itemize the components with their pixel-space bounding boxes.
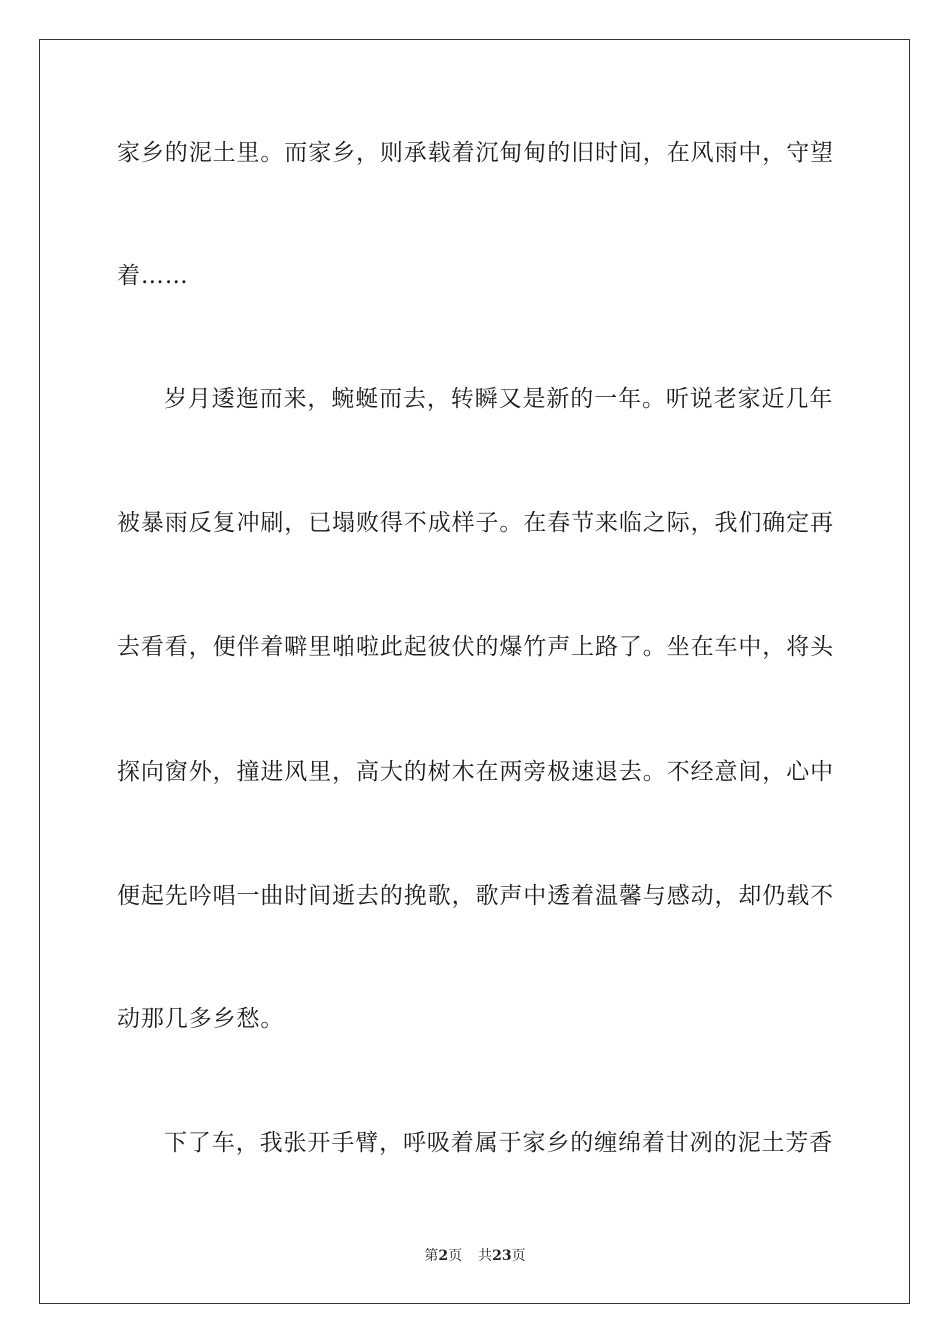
- text-line-7: 便起先吟唱一曲时间逝去的挽歌，歌声中透着温馨与感动，却仍载不: [117, 883, 834, 909]
- page-number: 2: [438, 1248, 449, 1264]
- page-footer: [0, 1247, 950, 1265]
- text-line-1: 家乡的泥土里。而家乡，则承载着沉甸甸的旧时间，在风雨中，守望: [117, 140, 834, 166]
- total-label-suffix: 页: [511, 1248, 526, 1264]
- text-line-8: 动那几多乡愁。: [117, 1006, 285, 1032]
- text-line-6: 探向窗外，撞进风里，高大的树木在两旁极速退去。不经意间，心中: [117, 759, 834, 785]
- text-line-9: 下了车，我张开手臂，呼吸着属于家乡的缠绵着甘冽的泥土芳香: [164, 1130, 834, 1156]
- total-label-prefix: 共: [478, 1248, 493, 1264]
- page-frame: [39, 39, 910, 1304]
- text-line-2: 着……: [117, 263, 189, 289]
- text-line-5: 去看看，便伴着噼里啪啦此起彼伏的爆竹声上路了。坐在车中，将头: [117, 634, 834, 660]
- text-line-4: 被暴雨反复冲刷，已塌败得不成样子。在春节来临之际，我们确定再: [117, 510, 834, 536]
- text-line-3: 岁月逶迤而来，蜿蜒而去，转瞬又是新的一年。听说老家近几年: [164, 386, 834, 412]
- page-label-prefix: 第: [424, 1248, 439, 1264]
- total-pages: 23: [492, 1248, 512, 1264]
- page-label-suffix: 页: [448, 1248, 463, 1264]
